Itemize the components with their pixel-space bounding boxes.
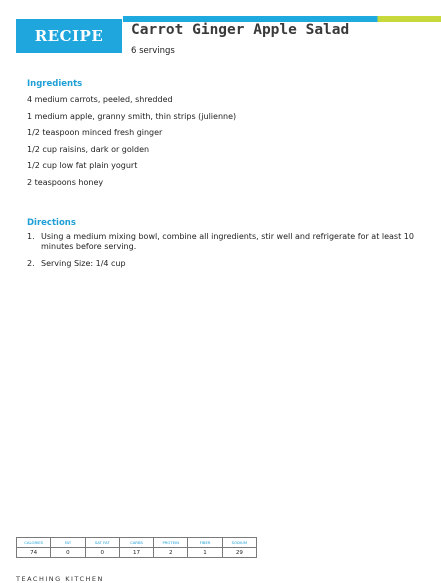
ingredient-item: 1/2 teaspoon minced fresh ginger bbox=[27, 128, 163, 137]
direction-step bbox=[27, 232, 417, 251]
nutrition-header-cell: SODIUM bbox=[222, 538, 256, 548]
recipe-title: Carrot Ginger Apple Salad bbox=[131, 22, 350, 38]
nutrition-table bbox=[16, 537, 257, 558]
ingredient-item: 1/2 cup low fat plain yogurt bbox=[27, 161, 138, 170]
servings-label: 6 servings bbox=[131, 46, 175, 56]
ingredients-list bbox=[27, 94, 236, 193]
nutrition-value-cell: 0 bbox=[85, 548, 119, 558]
nutrition-header-cell: CARBS bbox=[119, 538, 153, 548]
nutrition-value-cell: 29 bbox=[222, 548, 256, 558]
ingredient-item: 1/2 cup raisins, dark or golden bbox=[27, 144, 150, 154]
footer-brand: TEACHING KITCHEN bbox=[16, 575, 104, 583]
step-text: Serving Size: 1/4 cup bbox=[41, 259, 126, 268]
ingredient-item: 1 medium apple, granny smith, thin strips (julienne) bbox=[27, 111, 237, 121]
directions-heading: Directions bbox=[27, 218, 76, 228]
nutrition-value-cell: 0 bbox=[51, 548, 85, 558]
recipe-badge: RECIPE bbox=[16, 19, 122, 53]
nutrition-header-cell: FIBER bbox=[188, 538, 222, 548]
nutrition-header-cell: FAT bbox=[51, 538, 85, 548]
directions-list bbox=[27, 232, 417, 277]
nutrition-value-cell: 1 bbox=[188, 548, 222, 558]
nutrition-value-cell: 74 bbox=[17, 548, 51, 558]
nutrition-value-cell: 17 bbox=[119, 548, 153, 558]
nutrition-header-cell: SAT FAT bbox=[85, 538, 119, 548]
nutrition-header-row bbox=[17, 538, 257, 548]
ingredient-item: 4 medium carrots, peeled, shredded bbox=[27, 95, 173, 104]
nutrition-header-cell: CALORIES bbox=[17, 538, 51, 548]
nutrition-value-row bbox=[17, 548, 257, 558]
ingredient-item: 2 teaspoons honey bbox=[27, 177, 104, 187]
nutrition-header-cell: PROTEIN bbox=[154, 538, 188, 548]
step-number: 2. bbox=[27, 259, 35, 268]
step-number: 1. bbox=[27, 232, 35, 241]
ingredients-heading: Ingredients bbox=[27, 79, 83, 89]
step-text: Using a medium mixing bowl, combine all ingredients, stir well and refrigerate for at least 10 minutes before serving. bbox=[41, 232, 414, 251]
nutrition-value-cell: 2 bbox=[154, 548, 188, 558]
direction-step bbox=[27, 259, 417, 269]
